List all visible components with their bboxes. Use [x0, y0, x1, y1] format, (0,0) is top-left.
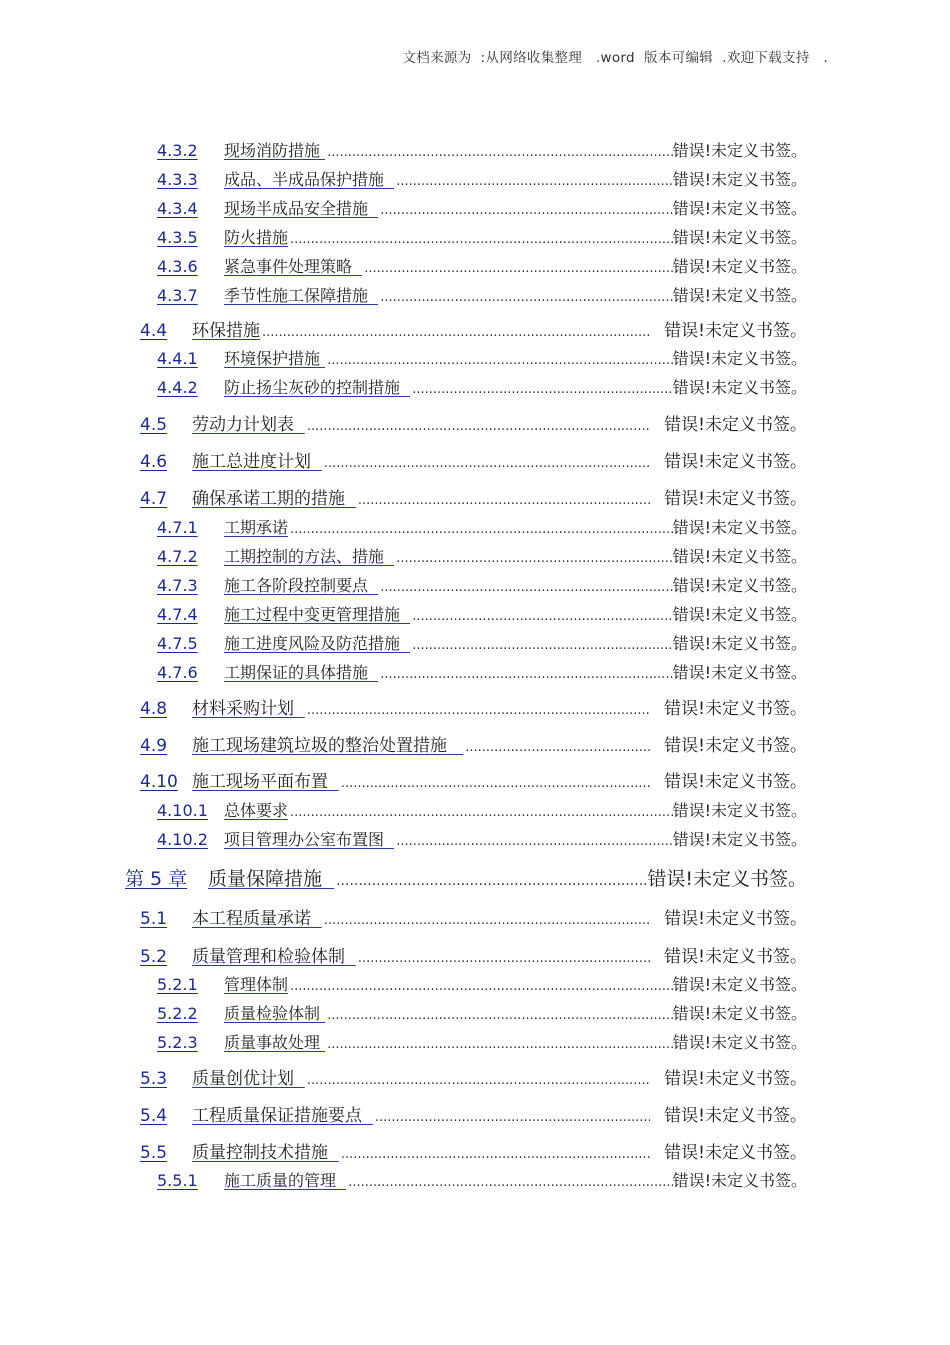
toc-entry-number[interactable]: 4.3.7: [157, 286, 198, 305]
toc-entry-number[interactable]: 4.7.2: [157, 547, 198, 566]
toc-entry[interactable]: [140, 484, 807, 509]
toc-entry[interactable]: [157, 544, 807, 567]
toc-entry[interactable]: [157, 375, 807, 398]
toc-entry-page-ref: 错误!未定义书签。: [664, 321, 807, 341]
toc-entry[interactable]: [157, 225, 807, 248]
toc-entry-title[interactable]: 工期控制的方法、措施: [224, 547, 395, 566]
page-header: 文档来源为 :从网络收集整理 .word 版本可编辑 .欢迎下载支持 .: [402, 50, 828, 66]
toc-entry-number[interactable]: 4.7.4: [157, 605, 198, 624]
toc-entry-number[interactable]: 5.2.3: [157, 1033, 198, 1052]
toc-entry-page-ref: 错误!未定义书签。: [672, 801, 807, 820]
toc-entry-number[interactable]: 4.4: [140, 321, 168, 341]
toc-entry-title[interactable]: 现场半成品安全措施: [224, 199, 379, 218]
toc-leader-dots: [327, 1008, 672, 1023]
toc-leader-dots: [364, 261, 672, 276]
toc-entry-number[interactable]: 4.10: [140, 772, 178, 792]
toc-entry-page-ref: 错误!未定义书签。: [672, 605, 807, 624]
toc-entry-number[interactable]: 4.10.2: [157, 830, 208, 849]
toc-entry-title[interactable]: 质量保障措施: [208, 868, 335, 890]
toc-entry-page-ref: 错误!未定义书签。: [664, 1106, 807, 1126]
toc-leader-dots: [465, 740, 650, 755]
toc-leader-dots: [412, 609, 672, 624]
toc-entry-title[interactable]: 施工总进度计划: [192, 452, 322, 472]
toc-entry-page-ref: 错误!未定义书签。: [664, 772, 807, 792]
toc-leader-dots: [262, 325, 650, 340]
toc-leader-dots: [412, 382, 672, 397]
toc-entry-number[interactable]: 4.7.5: [157, 634, 198, 653]
toc-entry[interactable]: [140, 316, 807, 341]
toc-entry-title[interactable]: 施工进度风险及防范措施: [224, 634, 411, 653]
toc-entry-page-ref: 错误!未定义书签。: [672, 228, 807, 247]
toc-entry[interactable]: [157, 602, 807, 625]
toc-leader-dots: [336, 873, 647, 889]
toc-entry-title[interactable]: 紧急事件处理策略: [224, 257, 363, 276]
toc-entry-title[interactable]: 环境保护措施: [224, 349, 326, 368]
toc-entry[interactable]: [157, 283, 807, 306]
toc-entry-number[interactable]: 4.7.3: [157, 576, 198, 595]
toc-entry-title[interactable]: 工期承诺: [224, 518, 289, 537]
toc-entry-number[interactable]: 4.3.6: [157, 257, 198, 276]
toc-entry-page-ref: 错误!未定义书签。: [672, 830, 807, 849]
toc-entry-title[interactable]: 质量管理和检验体制: [192, 947, 356, 967]
toc-leader-dots: [396, 551, 672, 566]
toc-entry-number[interactable]: 4.7: [140, 489, 168, 509]
toc-entry-title[interactable]: 施工过程中变更管理措施: [224, 605, 411, 624]
toc-entry[interactable]: [157, 972, 807, 995]
toc-entry-page-ref: 错误!未定义书签。: [672, 199, 807, 218]
toc-entry-page-ref: 错误!未定义书签。: [672, 975, 807, 994]
toc-entry[interactable]: [140, 1138, 807, 1163]
toc-entry-title[interactable]: 工程质量保证措施要点: [192, 1106, 373, 1126]
toc-entry-page-ref: 错误!未定义书签。: [647, 868, 807, 890]
toc-entry[interactable]: [140, 447, 807, 472]
toc-entry-number[interactable]: 4.3.3: [157, 170, 198, 189]
toc-entry-page-ref: 错误!未定义书签。: [672, 349, 807, 368]
toc-entry-number[interactable]: 4.9: [140, 736, 168, 756]
toc-leader-dots: [307, 703, 650, 718]
toc-entry-title[interactable]: 总体要求: [224, 801, 289, 820]
toc-entry[interactable]: [140, 410, 807, 435]
toc-entry[interactable]: [157, 1030, 807, 1053]
toc-leader-dots: [380, 667, 672, 682]
toc-entry-number[interactable]: 5.3: [140, 1069, 168, 1089]
toc-entry-title[interactable]: 季节性施工保障措施: [224, 286, 379, 305]
toc-entry[interactable]: [140, 904, 807, 929]
toc-entry-title[interactable]: 施工各阶段控制要点: [224, 576, 379, 595]
toc-entry-page-ref: 错误!未定义书签。: [672, 576, 807, 595]
toc-entry-title[interactable]: 质量检验体制: [224, 1004, 326, 1023]
toc-entry-number[interactable]: 4.5: [140, 415, 168, 435]
toc-entry-title[interactable]: 确保承诺工期的措施: [192, 489, 356, 509]
toc-entry-number[interactable]: 5.1: [140, 909, 168, 929]
toc-entry-page-ref: 错误!未定义书签。: [664, 909, 807, 929]
toc-entry[interactable]: [140, 1064, 807, 1089]
toc-entry-number[interactable]: 4.6: [140, 452, 168, 472]
toc-entry-number[interactable]: 4.3.4: [157, 199, 198, 218]
toc-entry[interactable]: [140, 942, 807, 967]
toc-entry-number[interactable]: 5.4: [140, 1106, 168, 1126]
toc-entry-title[interactable]: 质量控制技术措施: [192, 1143, 339, 1163]
toc-entry[interactable]: [157, 660, 807, 683]
toc-entry-number[interactable]: 5.2.1: [157, 975, 198, 994]
toc-entry-page-ref: 错误!未定义书签。: [672, 378, 807, 397]
toc-entry[interactable]: [157, 254, 807, 277]
toc-entry[interactable]: [157, 1001, 807, 1024]
toc-entry-page-ref: 错误!未定义书签。: [672, 518, 807, 537]
toc-leader-dots: [307, 1073, 650, 1088]
toc-entry-page-ref: 错误!未定义书签。: [664, 1069, 807, 1089]
toc-entry-number[interactable]: 4.4.1: [157, 349, 198, 368]
toc-leader-dots: [341, 776, 650, 791]
toc-entry[interactable]: [140, 731, 807, 756]
toc-leader-dots: [327, 1037, 672, 1052]
toc-leader-dots: [380, 203, 672, 218]
toc-entry[interactable]: [157, 138, 807, 161]
toc-entry-title[interactable]: 成品、半成品保护措施: [224, 170, 395, 189]
toc-leader-dots: [348, 1175, 672, 1190]
toc-leader-dots: [327, 353, 672, 368]
toc-entry-page-ref: 错误!未定义书签。: [664, 452, 807, 472]
toc-entry-title[interactable]: 施工质量的管理: [224, 1171, 347, 1190]
toc-entry-title[interactable]: 环保措施: [192, 321, 260, 341]
toc-entry-page-ref: 错误!未定义书签。: [672, 286, 807, 305]
toc-entry-title[interactable]: 施工现场建筑垃圾的整治处置措施: [192, 736, 464, 756]
toc-entry-page-ref: 错误!未定义书签。: [672, 170, 807, 189]
toc-leader-dots: [290, 979, 673, 994]
toc-entry[interactable]: [157, 827, 807, 850]
toc-entry[interactable]: [157, 167, 807, 190]
toc-entry-page-ref: 错误!未定义书签。: [672, 663, 807, 682]
toc-entry-title[interactable]: 现场消防措施: [224, 141, 326, 160]
toc-entry-page-ref: 错误!未定义书签。: [672, 1171, 807, 1190]
toc-entry-number[interactable]: 4.4.2: [157, 378, 198, 397]
toc-leader-dots: [375, 1110, 650, 1125]
toc-entry[interactable]: [140, 767, 807, 792]
toc-leader-dots: [324, 456, 650, 471]
toc-entry-page-ref: 错误!未定义书签。: [664, 736, 807, 756]
toc-leader-dots: [380, 580, 672, 595]
toc-leader-dots: [307, 419, 650, 434]
toc-entry-number[interactable]: 第 5 章: [125, 868, 188, 890]
toc-entry[interactable]: [157, 196, 807, 219]
toc-entry-number[interactable]: 4.10.1: [157, 801, 208, 820]
toc-entry-page-ref: 错误!未定义书签。: [672, 257, 807, 276]
toc-entry-title[interactable]: 劳动力计划表: [192, 415, 305, 435]
toc-entry-page-ref: 错误!未定义书签。: [672, 634, 807, 653]
toc-entry[interactable]: [157, 1168, 807, 1191]
toc-leader-dots: [380, 290, 672, 305]
toc-entry-number[interactable]: 4.8: [140, 699, 168, 719]
toc-leader-dots: [358, 493, 650, 508]
toc-leader-dots: [396, 174, 672, 189]
toc-entry[interactable]: [157, 515, 807, 538]
toc-leader-dots: [341, 1147, 650, 1162]
toc-entry[interactable]: [140, 694, 807, 719]
toc-entry-number[interactable]: 5.5.1: [157, 1171, 198, 1190]
toc-entry-number[interactable]: 5.2.2: [157, 1004, 198, 1023]
toc-leader-dots: [290, 522, 673, 537]
toc-entry-page-ref: 错误!未定义书签。: [672, 1033, 807, 1052]
toc-entry-title[interactable]: 项目管理办公室布置图: [224, 830, 395, 849]
toc-entry-number[interactable]: 5.5: [140, 1143, 168, 1163]
toc-leader-dots: [412, 638, 672, 653]
toc-entry-title[interactable]: 工期保证的具体措施: [224, 663, 379, 682]
toc-entry-page-ref: 错误!未定义书签。: [664, 415, 807, 435]
toc-entry-number[interactable]: 4.3.2: [157, 141, 198, 160]
toc-entry[interactable]: [157, 573, 807, 596]
toc-leader-dots: [358, 951, 650, 966]
toc-entry[interactable]: [140, 1101, 807, 1126]
toc-entry-title[interactable]: 材料采购计划: [192, 699, 305, 719]
toc-leader-dots: [290, 805, 673, 820]
toc-entry-page-ref: 错误!未定义书签。: [672, 141, 807, 160]
toc-entry-title[interactable]: 本工程质量承诺: [192, 909, 322, 929]
toc-entry-title[interactable]: 质量事故处理: [224, 1033, 326, 1052]
toc-entry[interactable]: [157, 346, 807, 369]
toc-leader-dots: [290, 232, 673, 247]
toc-entry-title[interactable]: 施工现场平面布置: [192, 772, 339, 792]
toc-entry-number[interactable]: 4.3.5: [157, 228, 198, 247]
toc-entry-page-ref: 错误!未定义书签。: [664, 699, 807, 719]
toc-entry-page-ref: 错误!未定义书签。: [672, 547, 807, 566]
toc-leader-dots: [396, 834, 672, 849]
toc-entry-title[interactable]: 防止扬尘灰砂的控制措施: [224, 378, 411, 397]
toc-entry-title[interactable]: 管理体制: [224, 975, 289, 994]
toc-entry-page-ref: 错误!未定义书签。: [664, 489, 807, 509]
toc-entry[interactable]: [157, 798, 807, 821]
toc-leader-dots: [327, 145, 672, 160]
toc-entry-page-ref: 错误!未定义书签。: [672, 1004, 807, 1023]
toc-entry-number[interactable]: 4.7.6: [157, 663, 198, 682]
toc-entry-title[interactable]: 质量创优计划: [192, 1069, 305, 1089]
toc-entry-title[interactable]: 防火措施: [224, 228, 289, 247]
toc-entry-page-ref: 错误!未定义书签。: [664, 1143, 807, 1163]
toc-entry-number[interactable]: 4.7.1: [157, 518, 198, 537]
toc-entry-number[interactable]: 5.2: [140, 947, 168, 967]
toc-entry[interactable]: [157, 631, 807, 654]
toc-entry[interactable]: [125, 864, 807, 891]
toc-entry-page-ref: 错误!未定义书签。: [664, 947, 807, 967]
toc-leader-dots: [324, 913, 650, 928]
